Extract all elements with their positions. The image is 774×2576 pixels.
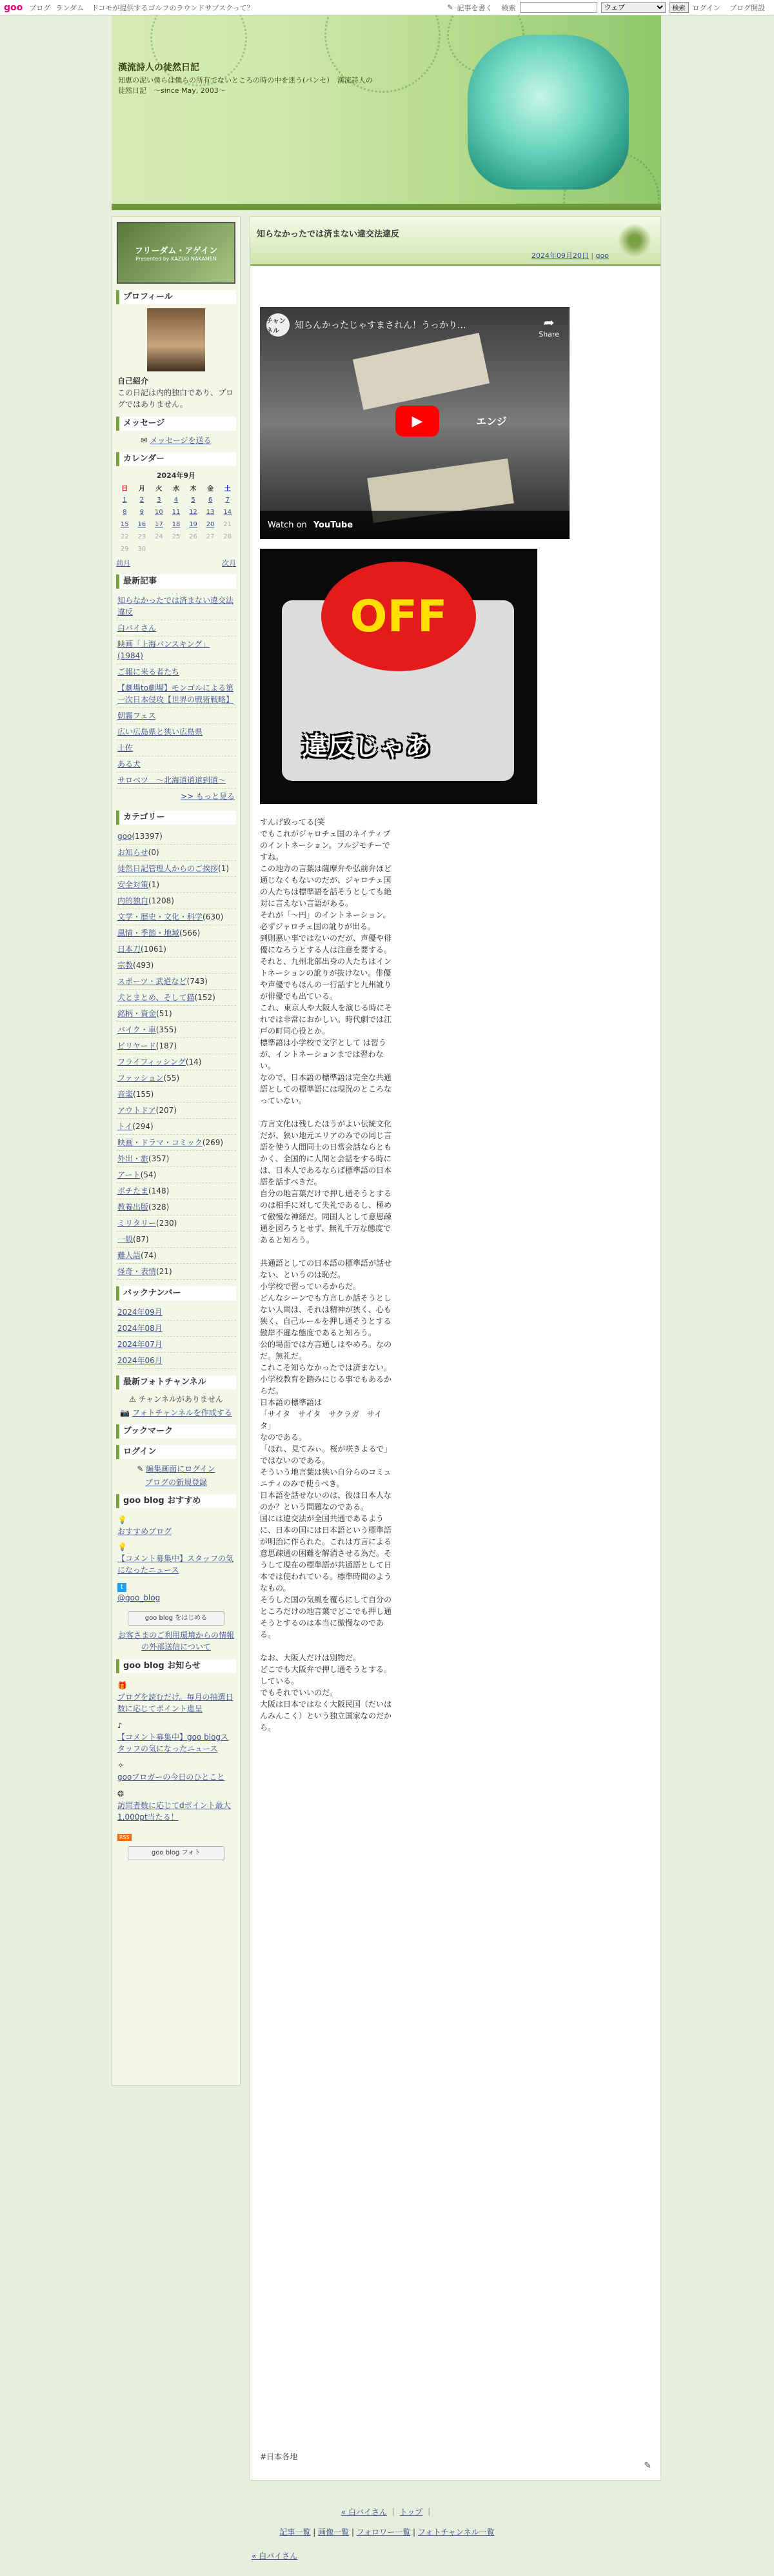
category-count: (152) bbox=[194, 993, 215, 1002]
category-count: (187) bbox=[155, 1041, 177, 1050]
warning-icon: ⚠ bbox=[129, 1395, 136, 1404]
photo-channel-empty bbox=[116, 1393, 236, 1404]
entry-list-link[interactable]: 記事一覧 bbox=[279, 2528, 311, 2537]
edit-login-row bbox=[116, 1463, 236, 1474]
calendar-date[interactable]: 16 bbox=[137, 521, 146, 528]
profile-heading: プロフィール bbox=[116, 290, 236, 304]
twitter-link[interactable]: @goo_blog bbox=[117, 1593, 161, 1602]
topbar-right bbox=[447, 2, 770, 13]
twitter-icon: t bbox=[117, 1583, 126, 1592]
calendar-date[interactable]: 10 bbox=[155, 509, 163, 516]
calendar bbox=[116, 470, 236, 568]
banner-title: フリーダム・アゲイン bbox=[134, 246, 218, 256]
category-link[interactable]: お知らせ bbox=[117, 848, 148, 857]
recent-entry-link[interactable]: 土佐 bbox=[117, 743, 134, 752]
edit-pencil-icon[interactable]: ✎ bbox=[644, 2461, 651, 2471]
pencil-icon: ✎ bbox=[447, 3, 453, 12]
calendar-date[interactable]: 9 bbox=[139, 509, 144, 516]
leaf-ornament-icon bbox=[615, 221, 654, 261]
calendar-date[interactable]: 6 bbox=[208, 497, 213, 504]
prev-entry-link[interactable]: « 白バイさん bbox=[341, 2508, 387, 2517]
backnumber-link[interactable]: 2024年08月 bbox=[117, 1324, 163, 1333]
recent-more-link[interactable]: >> もっと見る bbox=[181, 792, 235, 801]
search-input[interactable] bbox=[520, 2, 597, 13]
category-count: (355) bbox=[155, 1025, 177, 1034]
category-link[interactable]: ポチたま bbox=[117, 1186, 149, 1195]
category-link[interactable]: フライフィッシング bbox=[117, 1057, 186, 1067]
category-link[interactable]: 犬とまとめ、そして猫 bbox=[117, 993, 195, 1002]
category-count: (493) bbox=[133, 961, 154, 970]
profile-name: 自己紹介 bbox=[117, 377, 149, 386]
category-heading: カテゴリー bbox=[116, 811, 236, 825]
search-button[interactable]: 検索 bbox=[670, 2, 689, 13]
category-count: (630) bbox=[203, 912, 224, 921]
category-link[interactable]: 怪奇・表情 bbox=[117, 1267, 157, 1276]
calendar-date[interactable]: 13 bbox=[206, 509, 215, 516]
calendar-day: 月 bbox=[138, 486, 145, 493]
calendar-heading: カレンダー bbox=[116, 452, 236, 466]
calendar-caption: 2024年9月 bbox=[156, 471, 196, 480]
gift-icon: 🎁 bbox=[117, 1681, 127, 1690]
youtube-logo: YouTube bbox=[313, 520, 353, 530]
category-count: (230) bbox=[156, 1219, 177, 1228]
news-list bbox=[116, 1677, 236, 1825]
register-blog-link[interactable]: ブログの新規登録 bbox=[144, 1478, 207, 1487]
category-count: (87) bbox=[133, 1235, 149, 1244]
entry-body bbox=[260, 816, 394, 1733]
calendar-date: 30 bbox=[137, 546, 146, 553]
category-count: (357) bbox=[148, 1154, 170, 1163]
recent-entry-link[interactable]: 【劇場to劇場】モンゴルによる第一次日本侵攻【世界の戦術戦略】 bbox=[117, 683, 234, 704]
calendar-date: 27 bbox=[206, 533, 215, 540]
category-count: (14) bbox=[185, 1057, 202, 1067]
category-count: (0) bbox=[148, 848, 159, 857]
category-count: (1) bbox=[218, 864, 230, 873]
category-count: (566) bbox=[179, 929, 201, 938]
video-title[interactable]: 知らんかったじゃすまされん！うっかり... bbox=[295, 320, 466, 331]
calendar-day: 火 bbox=[155, 486, 163, 493]
calendar-date[interactable]: 8 bbox=[123, 509, 127, 516]
category-link[interactable]: 映画・ドラマ・コミック bbox=[117, 1138, 203, 1147]
category-link[interactable]: ファッション bbox=[117, 1074, 164, 1083]
youtube-embed[interactable] bbox=[260, 307, 570, 539]
calendar-date[interactable]: 3 bbox=[157, 497, 161, 504]
category-count: (55) bbox=[163, 1074, 180, 1083]
search-label: 検索 bbox=[501, 3, 516, 12]
calendar-date[interactable]: 18 bbox=[172, 521, 181, 528]
entry-title-bar bbox=[250, 217, 660, 266]
music-icon: ♪ bbox=[117, 1721, 123, 1730]
calendar-date: 22 bbox=[120, 533, 129, 540]
start-goo-blog-button[interactable]: goo blog をはじめる bbox=[128, 1611, 224, 1626]
follower-list-link[interactable]: フォロワー一覧 bbox=[356, 2528, 411, 2537]
calendar-date: 23 bbox=[137, 533, 146, 540]
category-link[interactable]: 風情・季節・地域 bbox=[117, 929, 180, 938]
recent-entry-link[interactable]: 映画「上海バンスキング」(1984) bbox=[117, 640, 210, 660]
play-icon[interactable]: ▶ bbox=[395, 406, 439, 437]
write-entry-link[interactable]: 記事を書く bbox=[457, 3, 493, 12]
osusume-list bbox=[116, 1512, 236, 1608]
login-link[interactable]: ログイン bbox=[692, 3, 720, 12]
nav-separator: ｜ bbox=[425, 2508, 433, 2517]
video-header bbox=[266, 313, 466, 337]
share-label: Share bbox=[539, 330, 559, 339]
banner-sub: Presented by KAZUO NAKAMEN bbox=[135, 256, 217, 262]
mail-icon: ✉ bbox=[141, 436, 148, 445]
backnumber-link[interactable]: 2024年07月 bbox=[117, 1340, 163, 1349]
goo-topbar bbox=[0, 0, 774, 15]
video-overlay-text: エンジ bbox=[476, 415, 507, 428]
photo-channel-heading: 最新フォトチャンネル bbox=[116, 1375, 236, 1390]
topbar-link-random[interactable]: ランダム bbox=[55, 3, 84, 12]
send-message-link[interactable]: メッセージを送る bbox=[150, 436, 212, 445]
calendar-date[interactable]: 17 bbox=[155, 521, 163, 528]
signup-link[interactable]: ブログ開設 bbox=[729, 3, 765, 12]
calendar-day: 日 bbox=[121, 486, 128, 493]
calendar-table bbox=[116, 482, 236, 555]
off-button-image bbox=[260, 549, 537, 804]
register-row bbox=[116, 1477, 236, 1488]
entry-area bbox=[250, 216, 661, 2481]
video-share-button[interactable] bbox=[539, 315, 559, 339]
bulb-icon: 💡 bbox=[117, 1515, 127, 1524]
category-count: (54) bbox=[140, 1170, 157, 1179]
category-count: (13397) bbox=[132, 832, 163, 841]
category-count: (743) bbox=[186, 977, 208, 986]
calendar-date: 25 bbox=[172, 533, 181, 540]
top-link[interactable]: トップ bbox=[399, 2508, 423, 2517]
category-link[interactable]: 文学・歴史・文化・科学 bbox=[117, 912, 203, 921]
category-count: (51) bbox=[156, 1009, 172, 1018]
category-count: (155) bbox=[133, 1090, 154, 1099]
topbar-promo[interactable]: ドコモが提供するゴルフのラウンドサブスクって？ bbox=[91, 3, 254, 12]
off-button-graphic: OFF bbox=[321, 562, 476, 671]
calendar-date: 26 bbox=[189, 533, 197, 540]
recent-entry-link[interactable]: ある犬 bbox=[117, 760, 141, 769]
entry-tags[interactable]: #日本各地 bbox=[260, 2452, 298, 2461]
backnumber-heading: バックナンバー bbox=[116, 1286, 236, 1301]
calendar-next-link[interactable]: 次月 bbox=[222, 559, 236, 567]
photo-channel-none-text: チャンネルがありません bbox=[138, 1395, 223, 1404]
rss-icon[interactable]: RSS bbox=[117, 1834, 132, 1841]
profile-bio: この日記は内的独白であり、ブログではありません。 bbox=[117, 388, 234, 409]
category-link[interactable]: アウトドア bbox=[117, 1106, 156, 1115]
blog-description: 知恵の泥い僕らは僕らの所有でないところの時の中を迷う(パンセ） 漢流詩人の徒然日記 〜since May, 2003〜 bbox=[118, 76, 373, 95]
category-count: (207) bbox=[155, 1106, 177, 1115]
bulb-icon: 💡 bbox=[117, 1542, 127, 1551]
camera-icon: 📷 bbox=[120, 1408, 130, 1417]
calendar-day: 木 bbox=[190, 486, 197, 493]
entry-meta bbox=[531, 250, 609, 261]
image-caption: 違反じゃあ bbox=[302, 732, 431, 762]
category-count: (294) bbox=[132, 1122, 154, 1131]
category-link[interactable]: 教養出版 bbox=[117, 1203, 149, 1212]
category-link[interactable]: 徒然日記管理人からのご挨拶 bbox=[117, 864, 219, 873]
calendar-date[interactable]: 19 bbox=[189, 521, 197, 528]
calendar-day: 土 bbox=[224, 486, 231, 493]
news-heading: goo blog お知らせ bbox=[116, 1659, 236, 1673]
recent-entry-link[interactable]: ご報に来る者たち bbox=[117, 667, 180, 676]
category-link[interactable]: 安全対策 bbox=[117, 880, 149, 889]
entry-date-link[interactable]: 2024年09月20日 bbox=[531, 251, 589, 260]
calendar-date: 29 bbox=[120, 546, 129, 553]
search-scope-select[interactable] bbox=[601, 2, 666, 13]
goo-logo[interactable]: goo bbox=[4, 2, 23, 13]
recent-entry-link[interactable]: 広い広島県と狭い広島県 bbox=[117, 727, 203, 736]
category-link[interactable]: 音楽 bbox=[117, 1090, 134, 1099]
prev-entry-link-bottom[interactable]: « 白バイさん bbox=[252, 2551, 298, 2561]
photo-channel-create-row bbox=[116, 1407, 236, 1418]
star-icon: ✧ bbox=[117, 1761, 124, 1770]
message-heading: メッセージ bbox=[116, 417, 236, 431]
entry-body-text: すんげ致ってる(笑 でもこれがジャロチェ国のネイティブのイントネーション。フルジモチーですね。 この地方の言葉は薩摩弁や弘前弁ほど通じなくもないのだが、ジャロチェ国の人たちは標準語を話そうとしても絶対に言えない言語がある。 それが「〜円」のイントネーション。 必ずジャロチェ国の訛りが出る。 到則悪い事ではないのだが、声優や俳優になろうとする人は注意を要する。 それと、九州北部出身の人たちはイントネーションの訛りが抜けない。俳優や声優でもほんの一行話すと九州訛りが俳優でも出ている。 これ、東京人や大阪人を演じる時にそれでは非常におかしい。時代劇では江戸の町同心役とか。 標準語は小学校で文字として は習うが、イントネーションまでは習わない。 なので、日本語の標準語は完全な共通語としての標準語には現況のところなっていない。 方言文化は残したほうがよい伝統文化だが、狭い地元エリアのみでの同じ言語を使う人間同士の日常会話ならともかく、全国的に人間と会話をする時には、日本人であるならば標準語の日本語を話すべきだ。 自分の地言葉だけで押し通そうとするのは相手に対して失礼であるし、極めて傲慢な神経だ。同国人として意思疎通を図ろうとせず、無礼千万な態度であると知ろう。 共通語としての日本語の標準語が話せない、というのは恥だ。 小学校で習っているからだ。 どんなシーンでも方言しか話そうとしない人間は、それは精神が狭く、心も狭く、自己ルールを押し通そうとする傲岸不遜な態度であると知ろう。 公的場面では方言通しはやめろ。なのだ。無礼だ。 これこそ知らなかったでは済まない。 小学校教育を踏みにじる事でもあるからだ。 日本語の標準語は 「サイタ サイタ サクラガ サイタ」 なのである。 「ほれ、見てみぃ。桜が咲きよるで」ではないのである。 そういう地言葉は狭い自分らのコミュニティのみで使うべき。 日本語を話せないのは、彼は日本人なのか？という問題なのである。 国には違交法が全国共通であるように、日本の国には日本語という標準語が明治に作られた。これは方言による意思疎通の困難を解消させる為だ。そうして現在の標準語が共通語として日本では使われている。標準時間のようなもの。 そうした国の気風を覆らにして自分のところだけの地言葉でどこでも押し通そうとするのは本当に傲慢なのである。 なお、大阪人だけは別物だ。 どこでも大阪弁で押し通そうとする。している。 でもそれでいいのだ。 大阪は日本ではなく大阪民国（だいはんみんこく）という独立国家なのだから。 bbox=[260, 818, 392, 1732]
category-link[interactable]: 内的独白 bbox=[117, 896, 149, 905]
category-link[interactable]: ミリタリー bbox=[117, 1219, 157, 1228]
backnumber-link[interactable]: 2024年06月 bbox=[117, 1356, 163, 1365]
header-divider bbox=[112, 204, 661, 210]
category-link[interactable]: バイク・車 bbox=[117, 1025, 156, 1034]
point-icon: ❂ bbox=[117, 1789, 124, 1798]
category-count: (1) bbox=[148, 880, 160, 889]
category-link[interactable]: アート bbox=[117, 1170, 141, 1179]
sidebar-banner[interactable] bbox=[117, 222, 235, 284]
share-icon: ➦ bbox=[543, 315, 555, 330]
category-link[interactable]: ビリヤード bbox=[117, 1041, 156, 1050]
entry-meta-separator: | bbox=[588, 251, 596, 260]
category-count: (328) bbox=[148, 1203, 170, 1212]
header-drink-image bbox=[468, 35, 629, 190]
backnumber-list bbox=[116, 1304, 236, 1369]
osusume-link[interactable]: 【コメント募集中】スタッフの気になったニュース bbox=[117, 1554, 234, 1575]
footer-prev bbox=[252, 2550, 297, 2561]
login-heading: ログイン bbox=[116, 1445, 236, 1459]
recent-entry-link[interactable]: 白バイさん bbox=[117, 624, 157, 633]
calendar-date[interactable]: 15 bbox=[120, 521, 129, 528]
news-link[interactable]: 訪問者数に応じてdポイント最大1,000pt当たる！ bbox=[117, 1801, 231, 1822]
calendar-date[interactable]: 12 bbox=[189, 509, 197, 516]
edit-login-link[interactable]: 編集画面にログイン bbox=[146, 1464, 215, 1473]
pencil-icon: ✎ bbox=[137, 1464, 144, 1473]
category-link[interactable]: 銘柄・資金 bbox=[117, 1009, 157, 1018]
category-count: (74) bbox=[141, 1251, 157, 1260]
message-row bbox=[116, 435, 236, 446]
category-link[interactable]: スポーツ・武道など bbox=[117, 977, 187, 986]
category-link[interactable]: goo bbox=[117, 832, 132, 841]
calendar-date[interactable]: 5 bbox=[191, 497, 195, 504]
calendar-date: 24 bbox=[155, 533, 163, 540]
recent-list bbox=[116, 593, 236, 804]
video-thumbnail-bill bbox=[353, 333, 490, 410]
calendar-date: 21 bbox=[223, 521, 232, 528]
news-link[interactable]: gooブロガーの今日のひとこと bbox=[117, 1773, 225, 1782]
bookmark-heading: ブックマーク bbox=[116, 1424, 236, 1439]
blog-header bbox=[112, 15, 661, 206]
calendar-date: 28 bbox=[223, 533, 232, 540]
channel-avatar[interactable]: チャンネル bbox=[266, 313, 290, 337]
osusume-link[interactable]: おすすめブログ bbox=[117, 1527, 172, 1536]
category-count: (148) bbox=[148, 1186, 170, 1195]
calendar-date[interactable]: 1 bbox=[123, 497, 127, 504]
recent-entry-link[interactable]: 朝霧フェス bbox=[117, 711, 156, 720]
calendar-date[interactable]: 14 bbox=[223, 509, 232, 516]
news-link[interactable]: 【コメント募集中】goo blogスタッフの気になったニュース bbox=[117, 1733, 229, 1753]
profile-avatar bbox=[147, 308, 205, 371]
category-count: (269) bbox=[202, 1138, 224, 1147]
create-photo-channel-link[interactable]: フォトチャンネルを作成する bbox=[132, 1408, 232, 1417]
osusume-heading: goo blog おすすめ bbox=[116, 1494, 236, 1508]
entry-title: 知らなかったでは済まない違交法違反 bbox=[257, 230, 400, 239]
calendar-date[interactable]: 11 bbox=[172, 509, 181, 516]
calendar-date[interactable]: 7 bbox=[225, 497, 230, 504]
calendar-prev-link[interactable]: 前月 bbox=[116, 559, 130, 567]
calendar-day: 金 bbox=[207, 486, 214, 493]
goo-blog-photo-button[interactable]: goo blog フォト bbox=[128, 1846, 224, 1860]
category-list bbox=[116, 829, 236, 1280]
category-count: (1208) bbox=[148, 896, 174, 905]
entry-nav bbox=[0, 2506, 774, 2517]
recent-entry-link[interactable]: サロベツ 〜北海道道道到道〜 bbox=[117, 776, 226, 785]
photo-channel-list-link[interactable]: フォトチャンネル一覧 bbox=[417, 2528, 495, 2537]
data-transfer-notice-link[interactable]: お客さまのご利用環境からの情報の外部送信について bbox=[117, 1631, 234, 1651]
category-count: (1061) bbox=[141, 945, 166, 954]
calendar-date[interactable]: 4 bbox=[174, 497, 179, 504]
blog-title[interactable]: 漢流詩人の徒然日記 bbox=[118, 63, 199, 73]
recent-entry-link[interactable]: 知らなかったでは済まない違交法違反 bbox=[117, 596, 234, 616]
topbar-link-blog[interactable]: ブログ bbox=[29, 3, 51, 12]
footer-links: 記事一覧 | 画像一覧 | フォロワー一覧 | フォトチャンネル一覧 bbox=[279, 2528, 495, 2537]
category-link[interactable]: 日本刀 bbox=[117, 945, 141, 954]
calendar-day: 水 bbox=[172, 486, 179, 493]
backnumber-link[interactable]: 2024年09月 bbox=[117, 1308, 163, 1317]
category-link[interactable]: 外出・旅 bbox=[117, 1154, 149, 1163]
watch-on-label: Watch on bbox=[268, 520, 307, 530]
recent-heading: 最新記事 bbox=[116, 575, 236, 589]
category-count: (21) bbox=[156, 1267, 172, 1276]
category-link[interactable]: 難人語 bbox=[117, 1251, 141, 1260]
entry-author-link[interactable]: goo bbox=[595, 251, 609, 260]
calendar-date[interactable]: 2 bbox=[139, 497, 144, 504]
sidebar bbox=[112, 216, 241, 2086]
nav-separator: ｜ bbox=[389, 2508, 397, 2517]
category-link[interactable]: 一般 bbox=[117, 1235, 134, 1244]
category-link[interactable]: トイ bbox=[117, 1122, 133, 1131]
calendar-nav bbox=[116, 558, 236, 568]
calendar-date[interactable]: 20 bbox=[206, 521, 215, 528]
news-link[interactable]: ブログを読むだけ。毎月の抽選日数に応じてポイント進呈 bbox=[117, 1693, 233, 1713]
watch-on-youtube[interactable] bbox=[260, 511, 570, 539]
category-link[interactable]: 宗教 bbox=[117, 961, 134, 970]
image-list-link[interactable]: 画像一覧 bbox=[318, 2528, 350, 2537]
